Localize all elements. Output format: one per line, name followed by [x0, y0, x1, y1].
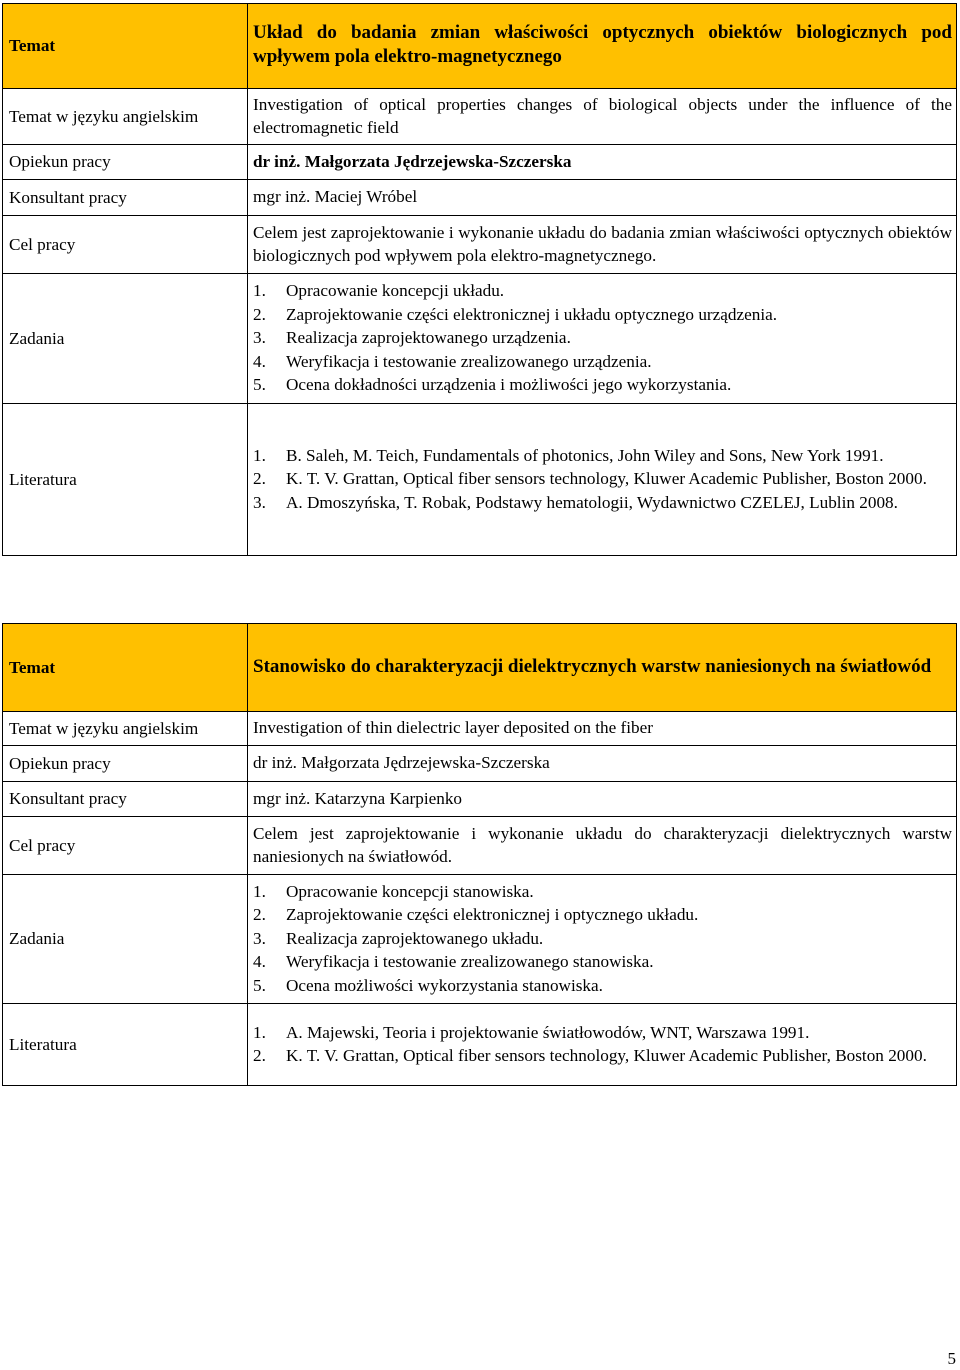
item-text: K. T. V. Grattan, Optical fiber sensors technology, Kluwer Academic Publisher, Boston 2000.: [286, 469, 927, 489]
item-text: Ocena dokładności urządzenia i możliwości jego wykorzystania.: [286, 375, 732, 395]
row-zadania: [3, 875, 957, 1004]
label-cel: Cel pracy: [3, 817, 248, 875]
item-text: Zaprojektowanie części elektronicznej i optycznego układu.: [286, 905, 699, 925]
list-item: [253, 491, 952, 515]
list-item: [253, 927, 952, 951]
item-number: 3.: [253, 328, 266, 348]
label-temat-en: Temat w języku angielskim: [3, 89, 248, 145]
item-number: 3.: [253, 492, 266, 512]
label-temat: Temat: [3, 624, 248, 712]
list-item: [253, 444, 952, 468]
supervisor: dr inż. Małgorzata Jędrzejewska-Szczerska: [248, 746, 957, 782]
project-title-en: Investigation of optical properties changes of biological objects under the influence of the electromagnetic field: [248, 89, 957, 145]
list-item: [253, 974, 952, 998]
tasks-list: [253, 279, 952, 397]
item-text: Opracowanie koncepcji układu.: [286, 281, 505, 301]
item-number: 4.: [253, 952, 266, 972]
references-list: [253, 444, 952, 515]
row-opiekun: [3, 746, 957, 782]
item-number: 2.: [253, 905, 266, 925]
list-item: [253, 279, 952, 303]
item-text: K. T. V. Grattan, Optical fiber sensors technology, Kluwer Academic Publisher, Boston 2000.: [286, 1046, 927, 1065]
item-number: 3.: [253, 928, 266, 948]
list-item: [253, 303, 952, 327]
item-text: Realizacja zaprojektowanego urządzenia.: [286, 328, 571, 348]
project-table-2: [2, 623, 957, 1086]
list-item: [253, 467, 952, 491]
item-number: 1.: [253, 445, 266, 465]
project-title: Układ do badania zmian właściwości optycznych obiektów biologicznych pod wpływem pola elektro-magnetycznego: [248, 4, 957, 89]
references-list: [253, 1021, 952, 1068]
label-temat-en: Temat w języku angielskim: [3, 712, 248, 746]
list-item: [253, 903, 952, 927]
label-konsultant: Konsultant pracy: [3, 782, 248, 817]
item-text: Opracowanie koncepcji stanowiska.: [286, 881, 534, 901]
item-text: Zaprojektowanie części elektronicznej i układu optycznego urządzenia.: [286, 304, 778, 324]
item-number: 1.: [253, 1022, 266, 1042]
list-item: [253, 1021, 952, 1045]
label-literatura: Literatura: [3, 1004, 248, 1086]
label-temat: Temat: [3, 4, 248, 89]
item-number: 5.: [253, 375, 266, 395]
label-opiekun: Opiekun pracy: [3, 746, 248, 782]
row-literatura: [3, 1004, 957, 1086]
row-konsultant: [3, 782, 957, 817]
tasks-cell: [248, 274, 957, 404]
item-text: Weryfikacja i testowanie zrealizowanego urządzenia.: [286, 351, 652, 371]
row-konsultant: [3, 180, 957, 216]
supervisor: dr inż. Małgorzata Jędrzejewska-Szczerska: [248, 145, 957, 180]
row-literatura: [3, 404, 957, 556]
row-cel: [3, 817, 957, 875]
item-text: Realizacja zaprojektowanego układu.: [286, 928, 544, 948]
item-number: 5.: [253, 975, 266, 995]
row-temat: [3, 624, 957, 712]
row-opiekun: [3, 145, 957, 180]
tasks-cell: [248, 875, 957, 1004]
consultant: mgr inż. Katarzyna Karpienko: [248, 782, 957, 817]
references-cell: [248, 404, 957, 556]
project-goal: Celem jest zaprojektowanie i wykonanie układu do badania zmian właściwości optycznych obiektów biologicznych pod wpływem pola elektro-magnetycznego.: [248, 216, 957, 274]
item-number: 2.: [253, 304, 266, 324]
project-title: Stanowisko do charakteryzacji dielektrycznych warstw naniesionych na światłowód: [248, 624, 957, 712]
list-item: [253, 326, 952, 350]
label-zadania: Zadania: [3, 875, 248, 1004]
label-opiekun: Opiekun pracy: [3, 145, 248, 180]
label-zadania: Zadania: [3, 274, 248, 404]
item-text: A. Majewski, Teoria i projektowanie światłowodów, WNT, Warszawa 1991.: [286, 1022, 810, 1042]
consultant: mgr inż. Maciej Wróbel: [248, 180, 957, 216]
item-text: Ocena możliwości wykorzystania stanowiska.: [286, 975, 603, 995]
item-text: Weryfikacja i testowanie zrealizowanego stanowiska.: [286, 952, 654, 972]
tasks-list: [253, 880, 952, 998]
item-text: B. Saleh, M. Teich, Fundamentals of photonics, John Wiley and Sons, New York 1991.: [286, 445, 884, 465]
list-item: [253, 350, 952, 374]
row-cel: [3, 216, 957, 274]
references-cell: [248, 1004, 957, 1086]
list-item: [253, 1044, 952, 1068]
row-temat-en: [3, 89, 957, 145]
list-item: [253, 950, 952, 974]
project-goal: Celem jest zaprojektowanie i wykonanie układu do charakteryzacji dielektrycznych warstw naniesionych na światłowód.: [248, 817, 957, 875]
item-number: 2.: [253, 1046, 266, 1065]
item-number: 1.: [253, 281, 266, 301]
item-text: A. Dmoszyńska, T. Robak, Podstawy hematologii, Wydawnictwo CZELEJ, Lublin 2008.: [286, 492, 898, 512]
label-literatura: Literatura: [3, 404, 248, 556]
row-zadania: [3, 274, 957, 404]
label-cel: Cel pracy: [3, 216, 248, 274]
project-table-1: [2, 3, 957, 556]
project-title-en: Investigation of thin dielectric layer deposited on the fiber: [248, 712, 957, 746]
row-temat-en: [3, 712, 957, 746]
list-item: [253, 880, 952, 904]
list-item: [253, 373, 952, 397]
item-number: 1.: [253, 881, 266, 901]
item-number: 2.: [253, 469, 266, 489]
row-temat: [3, 4, 957, 89]
label-konsultant: Konsultant pracy: [3, 180, 248, 216]
item-number: 4.: [253, 351, 266, 371]
page-number: 5: [947, 1349, 956, 1368]
